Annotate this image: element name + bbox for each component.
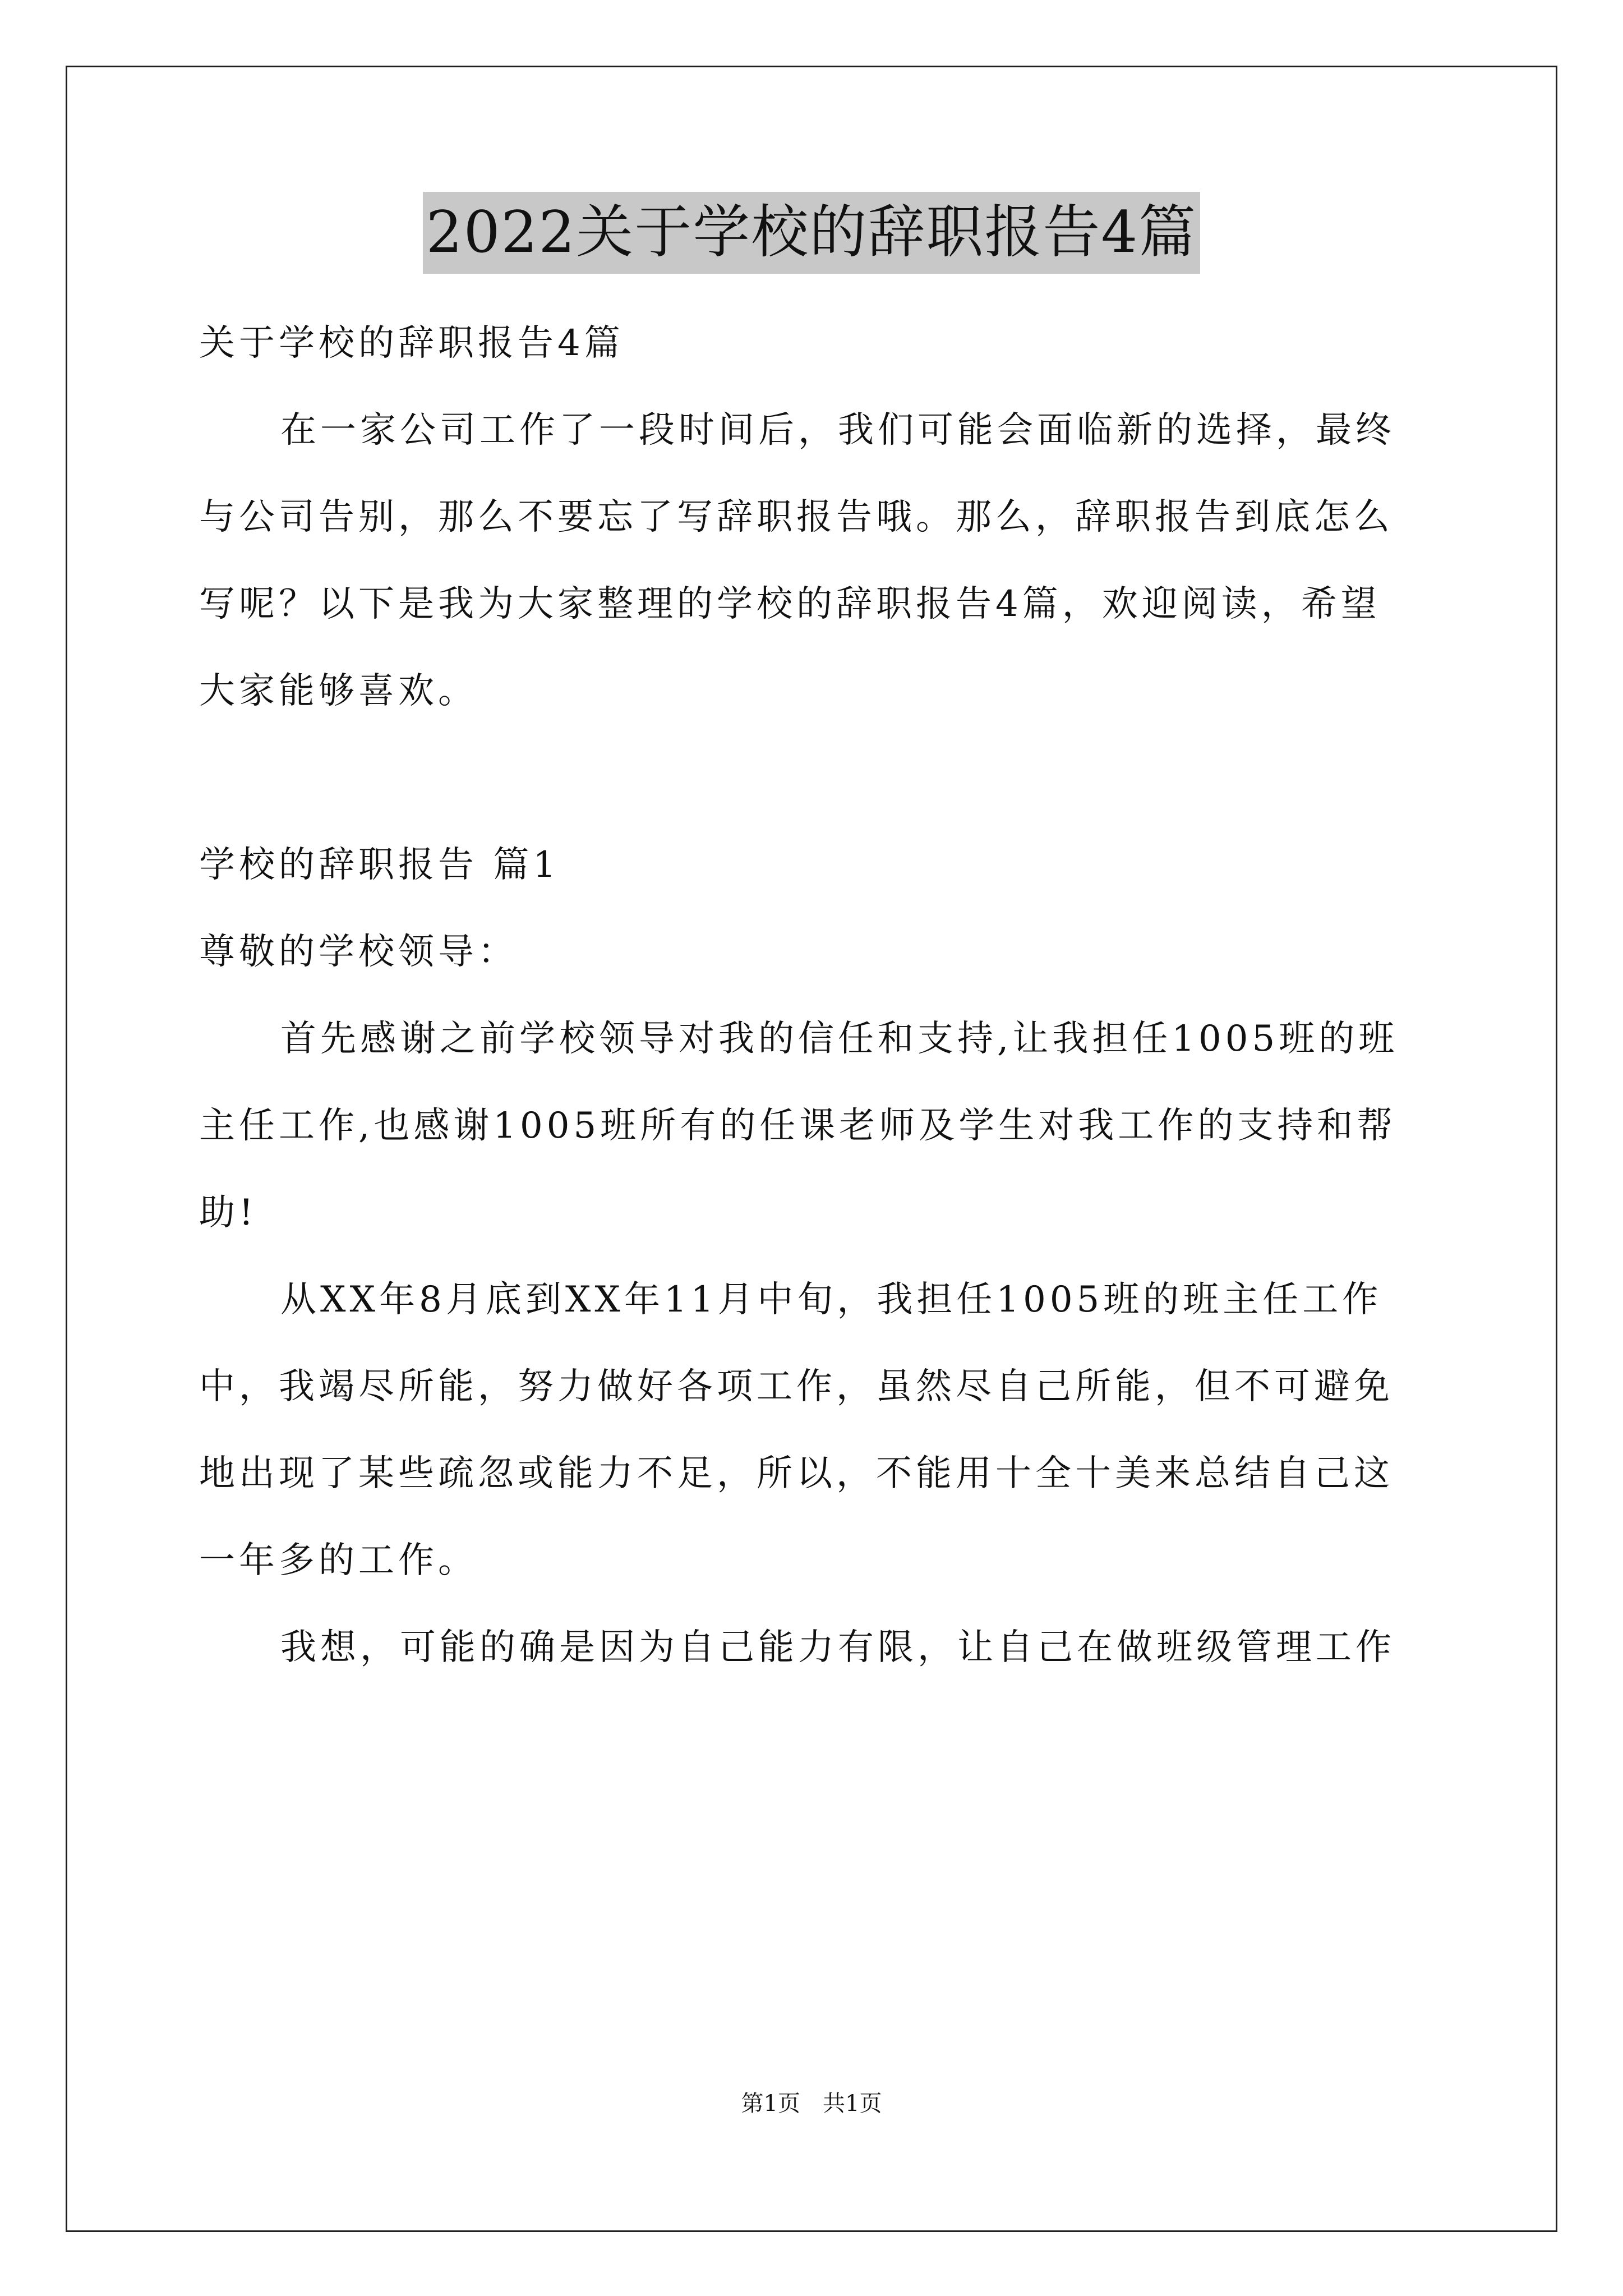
text-line: 地出现了某些疏忽或能力不足，所以，不能用十全十美来总结自己这: [199, 1453, 1394, 1494]
text-line: 写呢？以下是我为大家整理的学校的辞职报告4篇，欢迎阅读，希望: [199, 583, 1381, 625]
text-line: 从XX年8月底到XX年11月中旬，我担任1005班的班主任工作: [280, 1279, 1382, 1320]
text-line: 助!: [199, 1192, 257, 1234]
text-line: 与公司告别，那么不要忘了写辞职报告哦。那么，辞职报告到底怎么: [199, 496, 1394, 538]
title-container: [0, 192, 1623, 274]
text-line: 我想，可能的确是因为自己能力有限，让自己在做班级管理工作: [280, 1627, 1395, 1668]
text-line: 大家能够喜欢。: [199, 670, 478, 712]
text-line: 在一家公司工作了一段时间后，我们可能会面临新的选择，最终: [280, 409, 1395, 451]
text-line: 主任工作,也感谢1005班所有的任课老师及学生对我工作的支持和帮: [199, 1105, 1397, 1147]
text-line: 一年多的工作。: [199, 1540, 478, 1581]
page-footer: 第1页 共1页: [741, 2091, 882, 2116]
text-line: 中，我竭尽所能，努力做好各项工作，虽然尽自己所能，但不可避免: [199, 1366, 1394, 1407]
document-title: 2022关于学校的辞职报告4篇: [423, 192, 1200, 274]
text-line: 首先感谢之前学校领导对我的信任和支持,让我担任1005班的班: [280, 1018, 1399, 1060]
document-body: [199, 300, 1427, 1691]
text-line: [199, 735, 1427, 822]
text-line: 关于学校的辞职报告4篇: [199, 323, 624, 364]
text-line: 尊敬的学校领导：: [199, 931, 518, 973]
text-line: 学校的辞职报告 篇1: [199, 844, 560, 886]
